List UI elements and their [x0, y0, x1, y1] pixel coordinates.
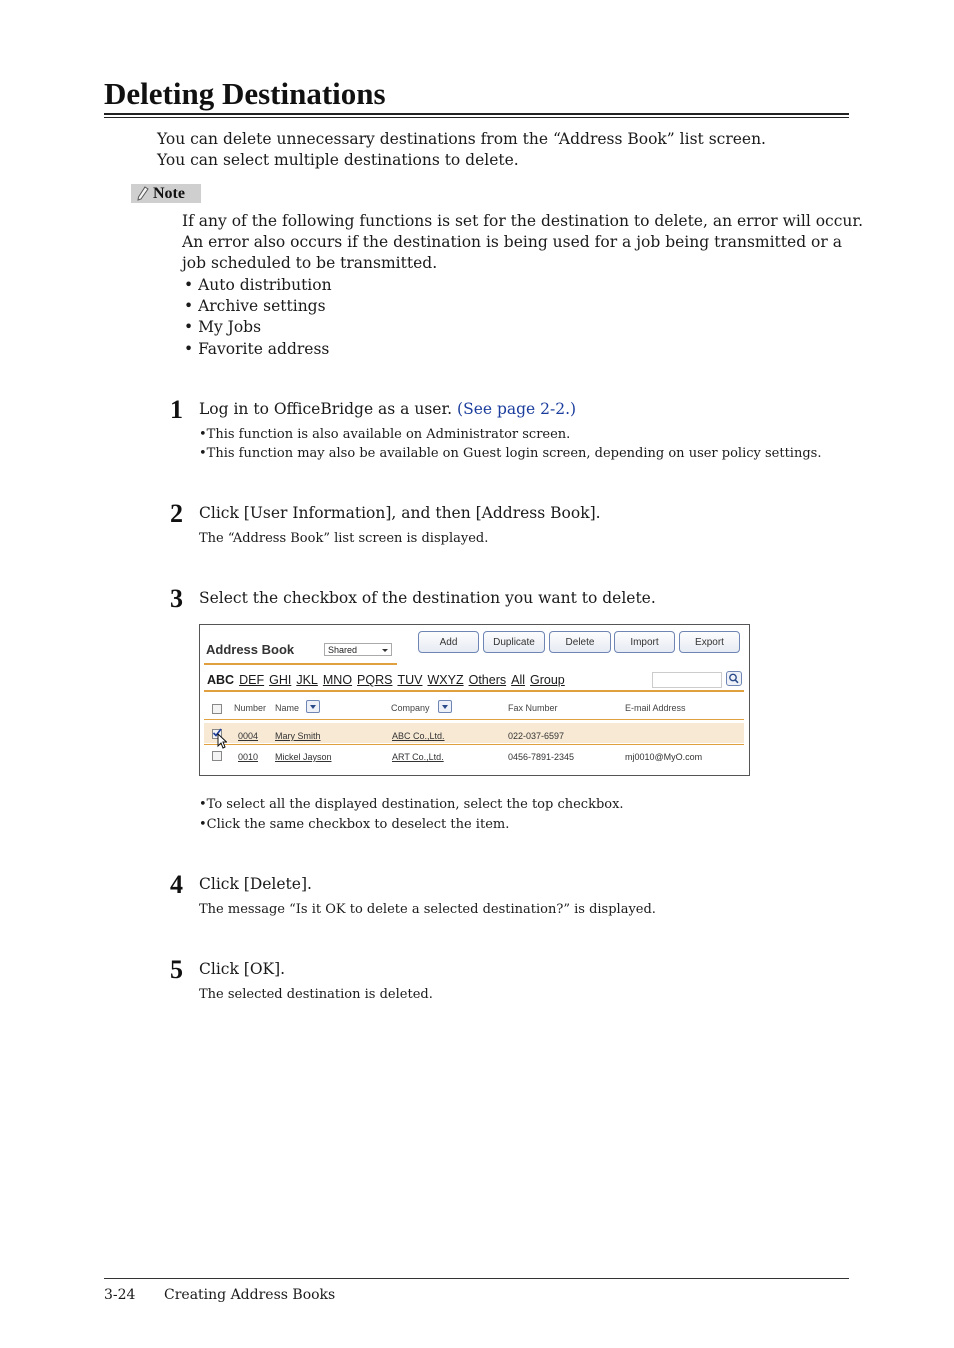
step-number-1: 1 [170, 395, 183, 424]
step-2-note-1: The “Address Book” list screen is displayed. [199, 531, 489, 546]
step-number-3: 3 [170, 584, 183, 613]
intro-line-1: You can delete unnecessary destinations from the “Address Book” list screen. [157, 130, 766, 148]
note-bullet-3: • My Jobs [184, 318, 262, 336]
note-bullet-1: • Auto distribution [184, 276, 332, 294]
search-button[interactable] [726, 671, 742, 686]
address-book-title: Address Book [206, 642, 295, 657]
header-number: Number [234, 703, 267, 713]
step-number-4: 4 [170, 870, 183, 899]
alpha-tab-group[interactable]: Group [530, 673, 565, 687]
row-checkbox[interactable] [212, 751, 222, 761]
step-1-note-1: •This function is also available on Administrator screen. [199, 427, 571, 442]
title-rule [104, 113, 849, 115]
step-5-note-1: The selected destination is deleted. [199, 987, 433, 1002]
step-4-text: Click [Delete]. [199, 875, 312, 893]
step-3-text: Select the checkbox of the destination you want to delete. [199, 589, 656, 607]
header-company: Company [391, 703, 430, 713]
search-icon [727, 672, 741, 685]
alpha-tab-mno[interactable]: MNO [322, 673, 353, 687]
row-2-name[interactable]: Mickel Jayson [275, 752, 332, 762]
select-all-checkbox[interactable] [212, 704, 222, 714]
search-input[interactable] [652, 672, 722, 688]
header-divider [204, 719, 744, 720]
note-bullet-4: • Favorite address [184, 340, 330, 358]
alpha-tab-def[interactable]: DEF [239, 673, 265, 687]
chevron-down-icon [382, 649, 388, 652]
mouse-cursor-icon [217, 733, 227, 749]
row-2-number[interactable]: 0010 [238, 752, 259, 762]
select-value: Shared [328, 645, 358, 655]
note-bullet-2: • Archive settings [184, 297, 326, 315]
alpha-tab-jkl[interactable]: JKL [296, 673, 318, 687]
alpha-tab-wxyz[interactable]: WXYZ [427, 673, 464, 687]
row-1-number[interactable]: 0004 [238, 731, 259, 741]
footer-page-number: 3-24 [104, 1287, 136, 1303]
alpha-tab-tuv[interactable]: TUV [397, 673, 423, 687]
alpha-underline [204, 690, 744, 692]
step-1-note-2: •This function may also be available on Guest login screen, depending on user policy settings. [199, 446, 822, 461]
header-fax: Fax Number [508, 703, 558, 713]
footer-rule [104, 1278, 849, 1279]
step-number-2: 2 [170, 499, 183, 528]
page-title: Deleting Destinations [104, 76, 386, 111]
step-4-note-1: The message “Is it OK to delete a selected destination?” is displayed. [199, 902, 656, 917]
intro-line-2: You can select multiple destinations to delete. [157, 151, 519, 169]
step-3-note-2: •Click the same checkbox to deselect the item. [199, 817, 510, 832]
row-1-company[interactable]: ABC Co.,Ltd. [392, 731, 445, 741]
title-underline [204, 663, 397, 665]
step-2-text: Click [User Information], and then [Address Book]. [199, 504, 601, 522]
alpha-tab-others[interactable]: Others [468, 673, 507, 687]
step-3-note-1: •To select all the displayed destination, select the top checkbox. [199, 797, 624, 812]
title-rule-thin [104, 117, 849, 118]
step-1-text [199, 399, 576, 420]
row-1-fax: 022-037-6597 [508, 731, 565, 741]
note-line-1: If any of the following functions is set for the destination to delete, an error will occur. [182, 212, 864, 230]
pencil-icon [137, 186, 149, 201]
footer-section-title: Creating Address Books [164, 1287, 336, 1303]
import-button[interactable]: Import [614, 631, 675, 653]
alpha-index [207, 673, 570, 687]
step-number-5: 5 [170, 955, 183, 984]
address-book-type-select[interactable] [324, 643, 392, 656]
address-book-screenshot [199, 624, 750, 776]
header-email: E-mail Address [625, 703, 686, 713]
row-2-company[interactable]: ART Co.,Ltd. [392, 752, 444, 762]
row-2-email: mj0010@MyO.com [625, 752, 703, 762]
row-divider [204, 744, 744, 745]
row-1-name[interactable]: Mary Smith [275, 731, 321, 741]
see-page-link[interactable]: (See page 2-2.) [457, 400, 577, 418]
step-1-instruction: Log in to OfficeBridge as a user. [199, 400, 453, 418]
sort-company-button[interactable] [438, 700, 452, 713]
delete-button[interactable]: Delete [549, 631, 611, 653]
row-2-fax: 0456-7891-2345 [508, 752, 575, 762]
duplicate-button[interactable]: Duplicate [483, 631, 545, 653]
header-name: Name [275, 703, 300, 713]
alpha-tab-pqrs[interactable]: PQRS [357, 673, 393, 687]
step-5-text: Click [OK]. [199, 960, 286, 978]
add-button[interactable]: Add [418, 631, 479, 653]
export-button[interactable]: Export [679, 631, 740, 653]
note-label: Note [153, 185, 185, 202]
note-line-2: An error also occurs if the destination is being used for a job being transmitted or a [182, 233, 842, 251]
alpha-tab-all[interactable]: All [511, 673, 526, 687]
note-line-3: job scheduled to be transmitted. [182, 254, 438, 272]
note-badge [131, 184, 201, 203]
sort-name-button[interactable] [306, 700, 320, 713]
alpha-tab-abc[interactable]: ABC [207, 673, 235, 687]
alpha-tab-ghi[interactable]: GHI [269, 673, 292, 687]
